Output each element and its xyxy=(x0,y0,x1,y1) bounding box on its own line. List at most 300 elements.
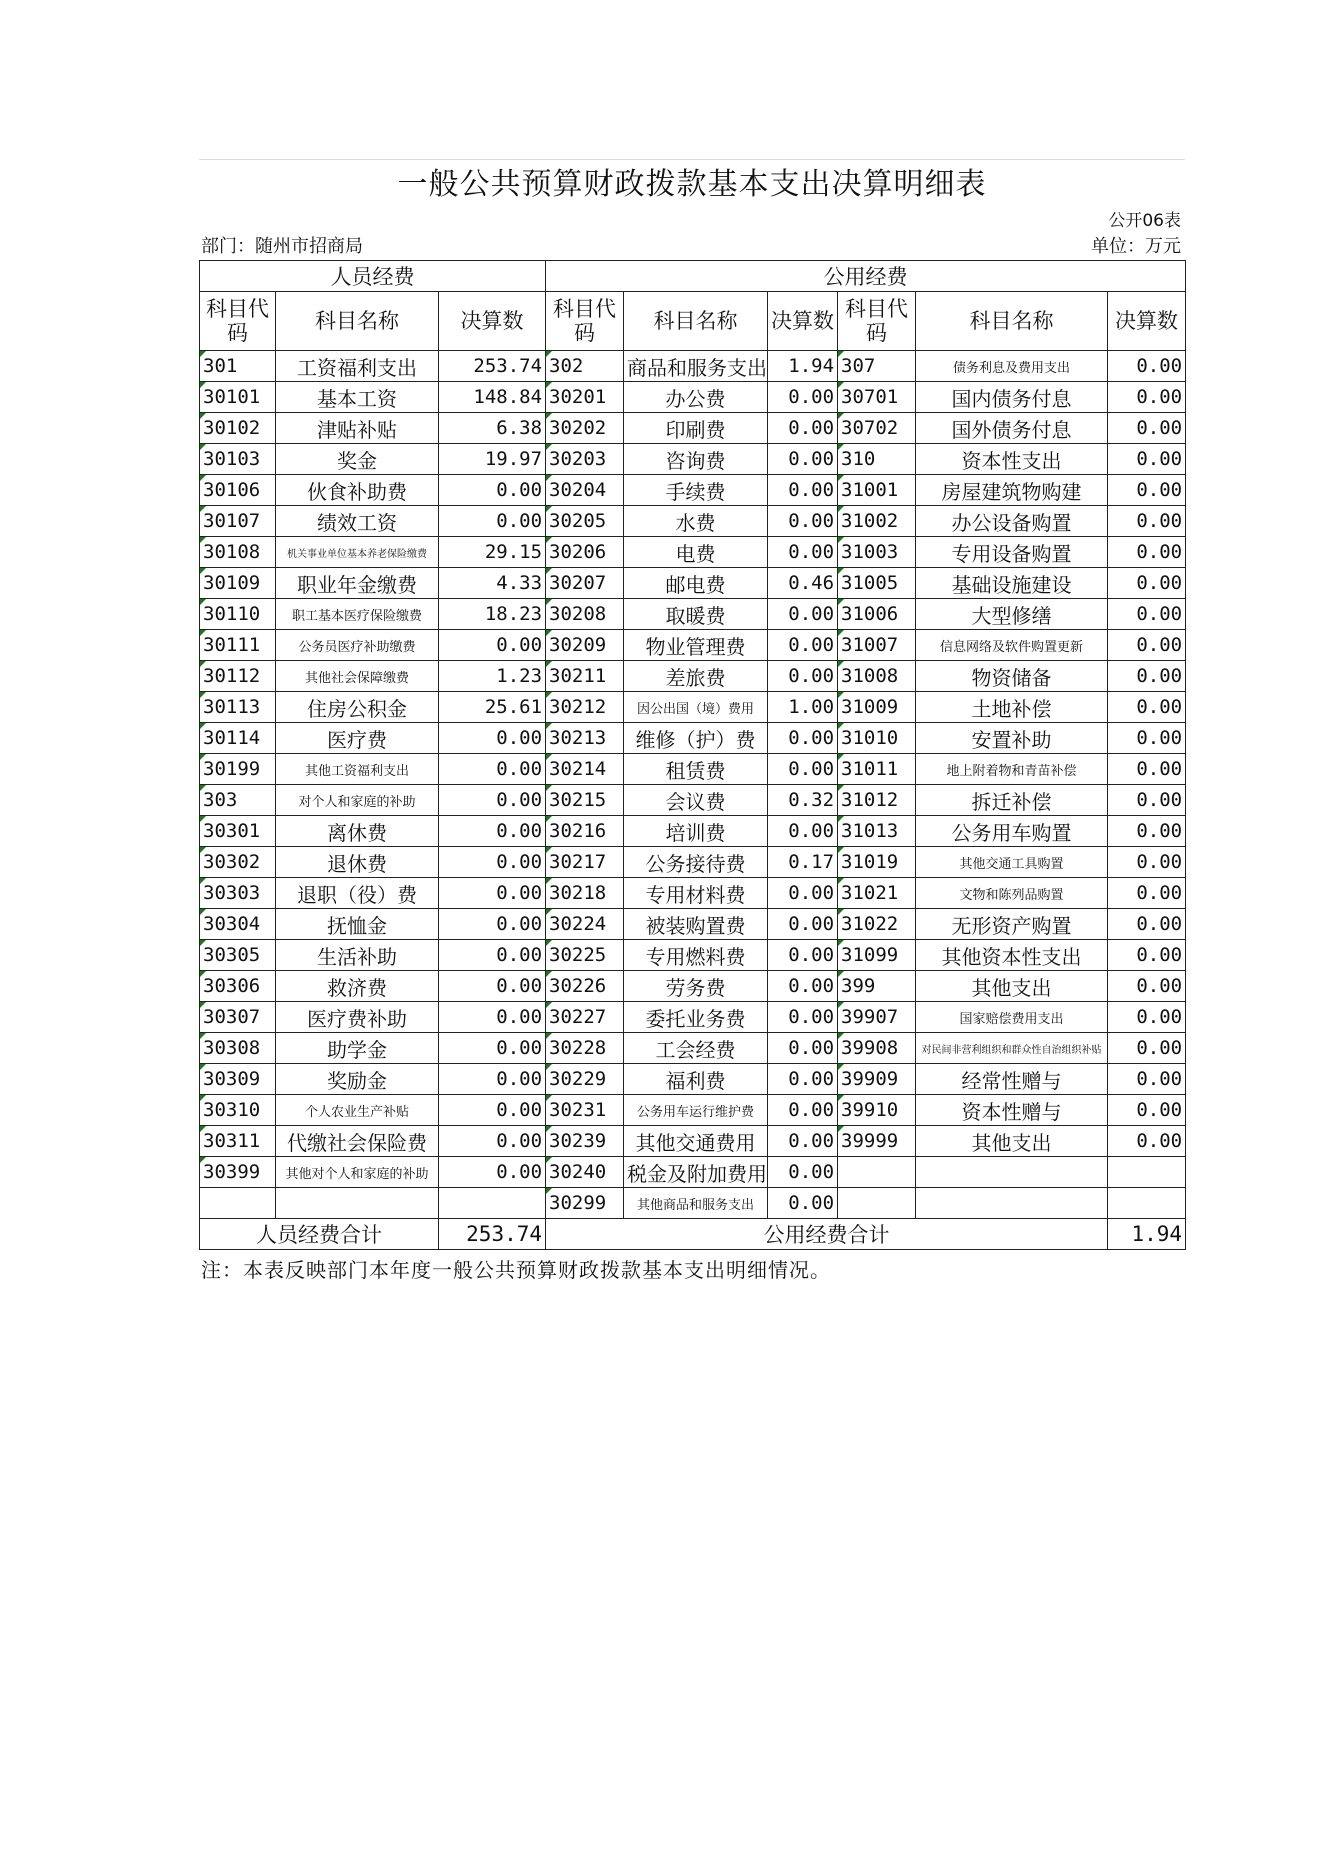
report-sheet xyxy=(199,159,1185,1287)
goods-item-name: 维修（护）费 xyxy=(624,723,768,754)
personnel-amount: 0.00 xyxy=(439,909,546,940)
capital-amount: 0.00 xyxy=(1108,413,1186,444)
goods-amount: 1.00 xyxy=(768,692,838,723)
header-amount-1: 决算数 xyxy=(439,292,546,351)
table-row xyxy=(200,1126,1186,1157)
capital-item-name: 大型修缮 xyxy=(916,599,1108,630)
capital-item-name: 专用设备购置 xyxy=(916,537,1108,568)
table-row xyxy=(200,1157,1186,1188)
personnel-amount: 4.33 xyxy=(439,568,546,599)
report-title: 一般公共预算财政拨款基本支出决算明细表 xyxy=(199,159,1185,202)
goods-item-name: 福利费 xyxy=(624,1064,768,1095)
personnel-item-name: 生活补助 xyxy=(276,940,439,971)
goods-item-name: 被装购置费 xyxy=(624,909,768,940)
table-row xyxy=(200,382,1186,413)
capital-code: 31002 xyxy=(838,506,916,537)
goods-code: 30213 xyxy=(546,723,624,754)
capital-code: 39907 xyxy=(838,1002,916,1033)
capital-amount: 0.00 xyxy=(1108,1126,1186,1157)
capital-code: 31099 xyxy=(838,940,916,971)
personnel-amount: 0.00 xyxy=(439,1126,546,1157)
capital-item-name: 地上附着物和青苗补偿 xyxy=(916,754,1108,785)
goods-code: 30299 xyxy=(546,1188,624,1219)
capital-amount: 0.00 xyxy=(1108,568,1186,599)
personnel-code: 30399 xyxy=(200,1157,276,1188)
personnel-code: 30109 xyxy=(200,568,276,599)
table-row xyxy=(200,1188,1186,1219)
capital-item-name: 房屋建筑物购建 xyxy=(916,475,1108,506)
capital-code xyxy=(838,1188,916,1219)
goods-item-name: 因公出国（境）费用 xyxy=(624,692,768,723)
column-header-row xyxy=(200,292,1186,351)
capital-amount: 0.00 xyxy=(1108,723,1186,754)
personnel-amount: 29.15 xyxy=(439,537,546,568)
goods-code: 30202 xyxy=(546,413,624,444)
capital-amount: 0.00 xyxy=(1108,754,1186,785)
capital-item-name xyxy=(916,1157,1108,1188)
table-row xyxy=(200,444,1186,475)
group-public: 公用经费 xyxy=(546,261,1186,292)
personnel-amount: 0.00 xyxy=(439,723,546,754)
capital-item-name: 文物和陈列品购置 xyxy=(916,878,1108,909)
personnel-code: 30305 xyxy=(200,940,276,971)
personnel-amount: 0.00 xyxy=(439,1095,546,1126)
personnel-item-name: 伙食补助费 xyxy=(276,475,439,506)
goods-code: 30231 xyxy=(546,1095,624,1126)
table-row xyxy=(200,909,1186,940)
personnel-code: 30107 xyxy=(200,506,276,537)
capital-amount xyxy=(1108,1157,1186,1188)
capital-item-name: 资本性支出 xyxy=(916,444,1108,475)
personnel-total-label: 人员经费合计 xyxy=(200,1219,439,1250)
goods-amount: 0.00 xyxy=(768,475,838,506)
unit-label: 单位：万元 xyxy=(1091,236,1181,257)
goods-item-name: 税金及附加费用 xyxy=(624,1157,768,1188)
goods-item-name: 物业管理费 xyxy=(624,630,768,661)
public-total-value: 1.94 xyxy=(1108,1219,1186,1250)
capital-amount: 0.00 xyxy=(1108,661,1186,692)
capital-amount: 0.00 xyxy=(1108,351,1186,382)
capital-amount: 0.00 xyxy=(1108,878,1186,909)
capital-code: 31005 xyxy=(838,568,916,599)
personnel-item-name: 抚恤金 xyxy=(276,909,439,940)
goods-amount: 0.00 xyxy=(768,1033,838,1064)
personnel-code: 30103 xyxy=(200,444,276,475)
footnote: 注：本表反映部门本年度一般公共预算财政拨款基本支出明细情况。 xyxy=(201,1258,831,1282)
personnel-amount: 0.00 xyxy=(439,971,546,1002)
personnel-item-name: 奖励金 xyxy=(276,1064,439,1095)
personnel-item-name: 公务员医疗补助缴费 xyxy=(276,630,439,661)
personnel-amount: 0.00 xyxy=(439,847,546,878)
personnel-item-name: 住房公积金 xyxy=(276,692,439,723)
goods-amount: 0.00 xyxy=(768,1002,838,1033)
capital-item-name: 办公设备购置 xyxy=(916,506,1108,537)
goods-code: 30225 xyxy=(546,940,624,971)
table-row xyxy=(200,568,1186,599)
capital-code: 31001 xyxy=(838,475,916,506)
capital-code: 39908 xyxy=(838,1033,916,1064)
goods-code: 30229 xyxy=(546,1064,624,1095)
personnel-amount xyxy=(439,1188,546,1219)
header-code-1: 科目代码 xyxy=(200,292,276,351)
goods-amount: 1.94 xyxy=(768,351,838,382)
header-code-3: 科目代码 xyxy=(838,292,916,351)
capital-amount: 0.00 xyxy=(1108,537,1186,568)
personnel-item-name: 退职（役）费 xyxy=(276,878,439,909)
capital-code: 31010 xyxy=(838,723,916,754)
goods-item-name: 专用燃料费 xyxy=(624,940,768,971)
report-meta xyxy=(199,202,1185,260)
personnel-amount: 6.38 xyxy=(439,413,546,444)
personnel-amount: 0.00 xyxy=(439,630,546,661)
capital-item-name xyxy=(916,1188,1108,1219)
goods-amount: 0.00 xyxy=(768,630,838,661)
table-row xyxy=(200,1002,1186,1033)
personnel-item-name: 奖金 xyxy=(276,444,439,475)
goods-amount: 0.00 xyxy=(768,382,838,413)
personnel-code: 30110 xyxy=(200,599,276,630)
capital-item-name: 拆迁补偿 xyxy=(916,785,1108,816)
capital-code: 31019 xyxy=(838,847,916,878)
goods-amount: 0.00 xyxy=(768,444,838,475)
capital-code: 31012 xyxy=(838,785,916,816)
goods-code: 30228 xyxy=(546,1033,624,1064)
goods-item-name: 办公费 xyxy=(624,382,768,413)
personnel-amount: 0.00 xyxy=(439,1157,546,1188)
capital-item-name: 其他支出 xyxy=(916,1126,1108,1157)
capital-item-name: 信息网络及软件购置更新 xyxy=(916,630,1108,661)
personnel-amount: 19.97 xyxy=(439,444,546,475)
capital-item-name: 公务用车购置 xyxy=(916,816,1108,847)
goods-amount: 0.00 xyxy=(768,506,838,537)
personnel-item-name: 医疗费 xyxy=(276,723,439,754)
personnel-code xyxy=(200,1188,276,1219)
personnel-item-name xyxy=(276,1188,439,1219)
personnel-code: 30306 xyxy=(200,971,276,1002)
table-row xyxy=(200,413,1186,444)
capital-item-name: 无形资产购置 xyxy=(916,909,1108,940)
goods-code: 30214 xyxy=(546,754,624,785)
goods-amount: 0.00 xyxy=(768,537,838,568)
table-row xyxy=(200,661,1186,692)
personnel-item-name: 救济费 xyxy=(276,971,439,1002)
header-name-1: 科目名称 xyxy=(276,292,439,351)
personnel-item-name: 基本工资 xyxy=(276,382,439,413)
goods-code: 30205 xyxy=(546,506,624,537)
goods-code: 30203 xyxy=(546,444,624,475)
capital-amount: 0.00 xyxy=(1108,971,1186,1002)
personnel-item-name: 离休费 xyxy=(276,816,439,847)
capital-item-name: 其他支出 xyxy=(916,971,1108,1002)
capital-code: 310 xyxy=(838,444,916,475)
personnel-amount: 0.00 xyxy=(439,940,546,971)
goods-code: 30211 xyxy=(546,661,624,692)
goods-item-name: 培训费 xyxy=(624,816,768,847)
table-row xyxy=(200,351,1186,382)
goods-item-name: 劳务费 xyxy=(624,971,768,1002)
capital-amount: 0.00 xyxy=(1108,1064,1186,1095)
department-label: 部门：随州市招商局 xyxy=(201,236,363,257)
goods-code: 30212 xyxy=(546,692,624,723)
header-amount-3: 决算数 xyxy=(1108,292,1186,351)
capital-code: 31022 xyxy=(838,909,916,940)
goods-code: 30216 xyxy=(546,816,624,847)
goods-amount: 0.00 xyxy=(768,1126,838,1157)
personnel-code: 30113 xyxy=(200,692,276,723)
personnel-amount: 253.74 xyxy=(439,351,546,382)
personnel-amount: 18.23 xyxy=(439,599,546,630)
capital-code: 31011 xyxy=(838,754,916,785)
goods-code: 30207 xyxy=(546,568,624,599)
goods-item-name: 邮电费 xyxy=(624,568,768,599)
goods-amount: 0.00 xyxy=(768,599,838,630)
goods-amount: 0.00 xyxy=(768,909,838,940)
header-name-2: 科目名称 xyxy=(624,292,768,351)
capital-amount: 0.00 xyxy=(1108,382,1186,413)
goods-code: 30217 xyxy=(546,847,624,878)
goods-amount: 0.17 xyxy=(768,847,838,878)
goods-item-name: 差旅费 xyxy=(624,661,768,692)
personnel-amount: 0.00 xyxy=(439,816,546,847)
personnel-amount: 148.84 xyxy=(439,382,546,413)
goods-item-name: 租赁费 xyxy=(624,754,768,785)
capital-item-name: 对民间非营利组织和群众性自治组织补贴 xyxy=(916,1033,1108,1064)
capital-amount: 0.00 xyxy=(1108,1095,1186,1126)
personnel-item-name: 绩效工资 xyxy=(276,506,439,537)
totals-row xyxy=(200,1219,1186,1250)
personnel-code: 30111 xyxy=(200,630,276,661)
personnel-item-name: 医疗费补助 xyxy=(276,1002,439,1033)
personnel-code: 301 xyxy=(200,351,276,382)
capital-item-name: 安置补助 xyxy=(916,723,1108,754)
group-header-row xyxy=(200,261,1186,292)
table-row xyxy=(200,785,1186,816)
goods-item-name: 印刷费 xyxy=(624,413,768,444)
goods-code: 30240 xyxy=(546,1157,624,1188)
personnel-code: 30302 xyxy=(200,847,276,878)
personnel-amount: 0.00 xyxy=(439,1064,546,1095)
capital-item-name: 国内债务付息 xyxy=(916,382,1108,413)
personnel-code: 30199 xyxy=(200,754,276,785)
personnel-item-name: 助学金 xyxy=(276,1033,439,1064)
personnel-item-name: 职工基本医疗保险缴费 xyxy=(276,599,439,630)
table-row xyxy=(200,1033,1186,1064)
personnel-code: 30114 xyxy=(200,723,276,754)
personnel-code: 30106 xyxy=(200,475,276,506)
capital-amount: 0.00 xyxy=(1108,816,1186,847)
goods-amount: 0.00 xyxy=(768,723,838,754)
capital-amount: 0.00 xyxy=(1108,940,1186,971)
public-total-label: 公用经费合计 xyxy=(546,1219,1108,1250)
goods-item-name: 其他商品和服务支出 xyxy=(624,1188,768,1219)
goods-code: 30215 xyxy=(546,785,624,816)
goods-item-name: 手续费 xyxy=(624,475,768,506)
capital-amount: 0.00 xyxy=(1108,1002,1186,1033)
capital-item-name: 其他交通工具购置 xyxy=(916,847,1108,878)
form-number: 公开06表 xyxy=(1108,211,1181,231)
header-name-3: 科目名称 xyxy=(916,292,1108,351)
goods-code: 30201 xyxy=(546,382,624,413)
personnel-item-name: 其他工资福利支出 xyxy=(276,754,439,785)
capital-item-name: 债务利息及费用支出 xyxy=(916,351,1108,382)
personnel-code: 30310 xyxy=(200,1095,276,1126)
table-row xyxy=(200,754,1186,785)
personnel-code: 30303 xyxy=(200,878,276,909)
personnel-code: 30309 xyxy=(200,1064,276,1095)
table-row xyxy=(200,692,1186,723)
goods-item-name: 咨询费 xyxy=(624,444,768,475)
personnel-amount: 0.00 xyxy=(439,1033,546,1064)
capital-code: 30702 xyxy=(838,413,916,444)
capital-code: 31007 xyxy=(838,630,916,661)
capital-code: 399 xyxy=(838,971,916,1002)
table-row xyxy=(200,1064,1186,1095)
capital-item-name: 其他资本性支出 xyxy=(916,940,1108,971)
goods-amount: 0.00 xyxy=(768,1064,838,1095)
personnel-code: 30102 xyxy=(200,413,276,444)
goods-item-name: 其他交通费用 xyxy=(624,1126,768,1157)
goods-amount: 0.00 xyxy=(768,816,838,847)
capital-item-name: 国外债务付息 xyxy=(916,413,1108,444)
personnel-item-name: 职业年金缴费 xyxy=(276,568,439,599)
goods-code: 30218 xyxy=(546,878,624,909)
capital-code: 39999 xyxy=(838,1126,916,1157)
goods-item-name: 委托业务费 xyxy=(624,1002,768,1033)
personnel-item-name: 退休费 xyxy=(276,847,439,878)
goods-item-name: 公务用车运行维护费 xyxy=(624,1095,768,1126)
goods-item-name: 公务接待费 xyxy=(624,847,768,878)
personnel-code: 30307 xyxy=(200,1002,276,1033)
personnel-code: 30311 xyxy=(200,1126,276,1157)
goods-code: 30206 xyxy=(546,537,624,568)
capital-item-name: 国家赔偿费用支出 xyxy=(916,1002,1108,1033)
personnel-item-name: 代缴社会保险费 xyxy=(276,1126,439,1157)
capital-code: 31006 xyxy=(838,599,916,630)
goods-code: 30209 xyxy=(546,630,624,661)
capital-item-name: 物资储备 xyxy=(916,661,1108,692)
table-row xyxy=(200,506,1186,537)
capital-code xyxy=(838,1157,916,1188)
capital-code: 39909 xyxy=(838,1064,916,1095)
capital-amount: 0.00 xyxy=(1108,785,1186,816)
capital-code: 31013 xyxy=(838,816,916,847)
table-row xyxy=(200,537,1186,568)
capital-item-name: 土地补偿 xyxy=(916,692,1108,723)
personnel-item-name: 津贴补贴 xyxy=(276,413,439,444)
goods-amount: 0.32 xyxy=(768,785,838,816)
capital-amount: 0.00 xyxy=(1108,630,1186,661)
goods-amount: 0.00 xyxy=(768,754,838,785)
capital-amount xyxy=(1108,1188,1186,1219)
goods-amount: 0.00 xyxy=(768,413,838,444)
goods-item-name: 水费 xyxy=(624,506,768,537)
table-row xyxy=(200,847,1186,878)
personnel-code: 30304 xyxy=(200,909,276,940)
goods-amount: 0.00 xyxy=(768,1157,838,1188)
capital-code: 31003 xyxy=(838,537,916,568)
capital-code: 30701 xyxy=(838,382,916,413)
goods-amount: 0.00 xyxy=(768,661,838,692)
goods-code: 30226 xyxy=(546,971,624,1002)
capital-code: 39910 xyxy=(838,1095,916,1126)
table-row xyxy=(200,599,1186,630)
capital-code: 31021 xyxy=(838,878,916,909)
table-row xyxy=(200,878,1186,909)
personnel-total-value: 253.74 xyxy=(439,1219,546,1250)
personnel-amount: 0.00 xyxy=(439,1002,546,1033)
table-row xyxy=(200,1095,1186,1126)
capital-amount: 0.00 xyxy=(1108,692,1186,723)
capital-amount: 0.00 xyxy=(1108,475,1186,506)
goods-item-name: 会议费 xyxy=(624,785,768,816)
group-personnel: 人员经费 xyxy=(200,261,546,292)
capital-amount: 0.00 xyxy=(1108,909,1186,940)
goods-amount: 0.00 xyxy=(768,940,838,971)
capital-amount: 0.00 xyxy=(1108,506,1186,537)
goods-item-name: 电费 xyxy=(624,537,768,568)
personnel-item-name: 工资福利支出 xyxy=(276,351,439,382)
capital-code: 307 xyxy=(838,351,916,382)
personnel-amount: 25.61 xyxy=(439,692,546,723)
goods-code: 30208 xyxy=(546,599,624,630)
goods-code: 30224 xyxy=(546,909,624,940)
personnel-amount: 0.00 xyxy=(439,785,546,816)
personnel-item-name: 机关事业单位基本养老保险缴费 xyxy=(276,537,439,568)
goods-amount: 0.46 xyxy=(768,568,838,599)
goods-item-name: 取暖费 xyxy=(624,599,768,630)
personnel-amount: 0.00 xyxy=(439,754,546,785)
personnel-code: 303 xyxy=(200,785,276,816)
goods-code: 30227 xyxy=(546,1002,624,1033)
table-row xyxy=(200,723,1186,754)
capital-amount: 0.00 xyxy=(1108,847,1186,878)
goods-item-name: 专用材料费 xyxy=(624,878,768,909)
goods-item-name: 工会经费 xyxy=(624,1033,768,1064)
personnel-amount: 0.00 xyxy=(439,506,546,537)
personnel-amount: 0.00 xyxy=(439,475,546,506)
capital-item-name: 经常性赠与 xyxy=(916,1064,1108,1095)
goods-code: 30204 xyxy=(546,475,624,506)
expense-table xyxy=(199,260,1186,1250)
table-body xyxy=(200,351,1186,1219)
personnel-code: 30301 xyxy=(200,816,276,847)
personnel-code: 30308 xyxy=(200,1033,276,1064)
goods-item-name: 商品和服务支出 xyxy=(624,351,768,382)
personnel-item-name: 其他社会保障缴费 xyxy=(276,661,439,692)
personnel-code: 30101 xyxy=(200,382,276,413)
goods-amount: 0.00 xyxy=(768,1095,838,1126)
table-row xyxy=(200,940,1186,971)
goods-amount: 0.00 xyxy=(768,1188,838,1219)
capital-amount: 0.00 xyxy=(1108,444,1186,475)
capital-amount: 0.00 xyxy=(1108,599,1186,630)
personnel-code: 30112 xyxy=(200,661,276,692)
personnel-item-name: 个人农业生产补贴 xyxy=(276,1095,439,1126)
capital-item-name: 基础设施建设 xyxy=(916,568,1108,599)
goods-amount: 0.00 xyxy=(768,878,838,909)
capital-code: 31008 xyxy=(838,661,916,692)
capital-item-name: 资本性赠与 xyxy=(916,1095,1108,1126)
goods-amount: 0.00 xyxy=(768,971,838,1002)
personnel-item-name: 对个人和家庭的补助 xyxy=(276,785,439,816)
capital-code: 31009 xyxy=(838,692,916,723)
table-row xyxy=(200,475,1186,506)
personnel-amount: 0.00 xyxy=(439,878,546,909)
goods-code: 30239 xyxy=(546,1126,624,1157)
personnel-amount: 1.23 xyxy=(439,661,546,692)
capital-amount: 0.00 xyxy=(1108,1033,1186,1064)
personnel-item-name: 其他对个人和家庭的补助 xyxy=(276,1157,439,1188)
